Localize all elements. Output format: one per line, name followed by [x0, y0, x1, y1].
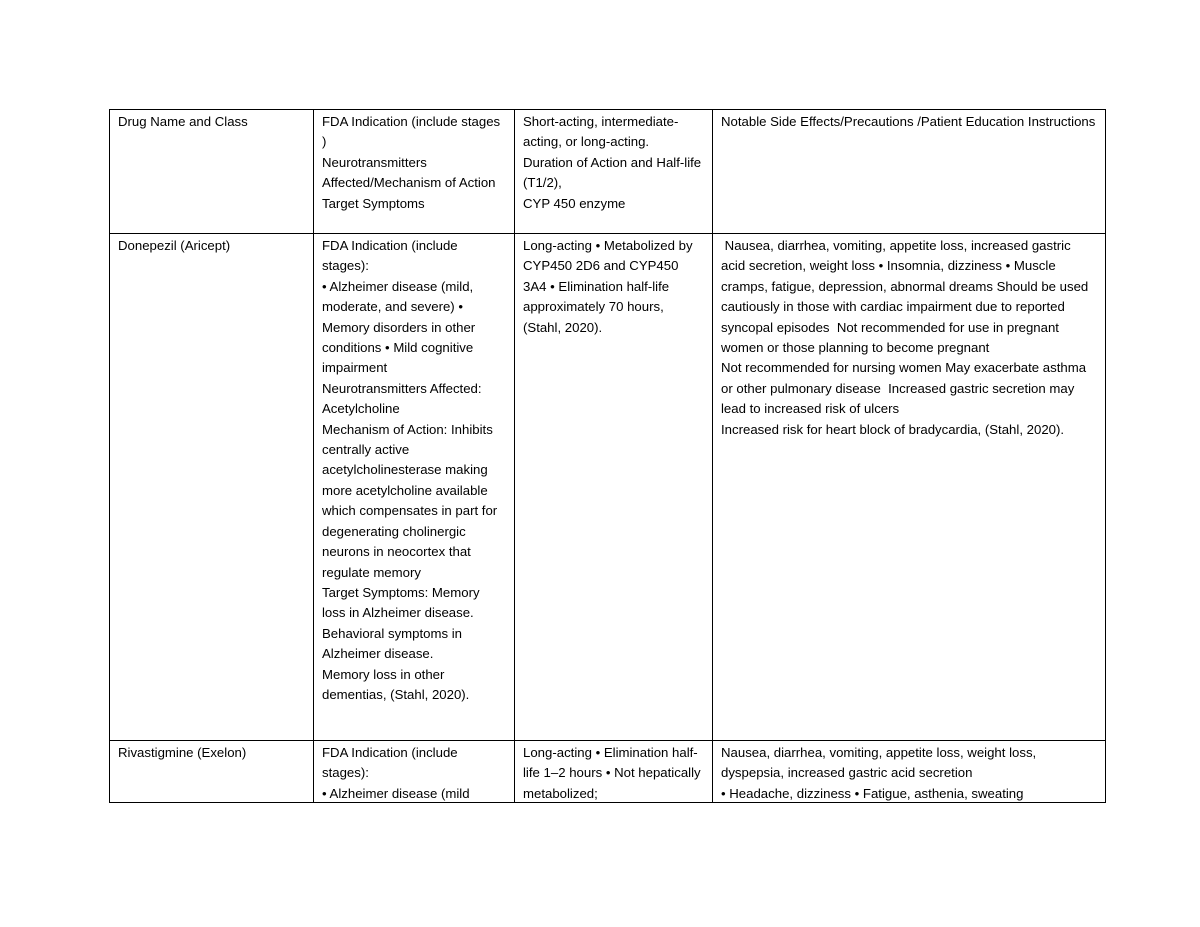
donepezil-duration-cell: Long-acting • Metabolized by CYP450 2D6 and CYP450 3A4 • Elimination half-life approximately 70 hours, (Stahl, 2020).	[515, 234, 713, 741]
header-fda-indication: FDA Indication (include stages ) Neurotransmitters Affected/Mechanism of Action Target Symptoms	[314, 110, 515, 234]
drug-comparison-table	[109, 109, 1106, 803]
rivastigmine-name-cell: Rivastigmine (Exelon)	[110, 741, 314, 803]
donepezil-name-cell: Donepezil (Aricept)	[110, 234, 314, 741]
donepezil-side-effects-cell: Nausea, diarrhea, vomiting, appetite loss, increased gastric acid secretion, weight loss • Insomnia, dizziness • Muscle cramps, fatigue, depression, abnormal dreams Should be used cautiously in those with cardiac impairment due to reported syncopal episodes Not recommended for use in pregnant women or those planning to become pregnant Not recommended for nursing women May exacerbate asthma or other pulmonary disease Increased gastric secretion may lead to increased risk of ulcers Increased risk for heart block of bradycardia, (Stahl, 2020).	[713, 234, 1106, 741]
header-drug-name-class: Drug Name and Class	[110, 110, 314, 234]
table-row-donepezil	[110, 234, 1106, 741]
rivastigmine-duration-cell: Long-acting • Elimination half-life 1–2 hours • Not hepatically metabolized;	[515, 741, 713, 803]
table-row-rivastigmine	[110, 741, 1106, 803]
rivastigmine-indication-cell: FDA Indication (include stages): • Alzheimer disease (mild	[314, 741, 515, 803]
table-header-row	[110, 110, 1106, 234]
rivastigmine-side-effects-cell: Nausea, diarrhea, vomiting, appetite loss, weight loss, dyspepsia, increased gastric acid secretion • Headache, dizziness • Fatigue, asthenia, sweating	[713, 741, 1106, 803]
header-duration-action: Short-acting, intermediate-acting, or long-acting. Duration of Action and Half-life (T1/2), CYP 450 enzyme	[515, 110, 713, 234]
donepezil-indication-cell: FDA Indication (include stages): • Alzheimer disease (mild, moderate, and severe) • Memory disorders in other conditions • Mild cognitive impairment Neurotransmitters Affected: Acetylcholine Mechanism of Action: Inhibits centrally active acetylcholinesterase making more acetylcholine available which compensates in part for degenerating cholinergic neurons in neocortex that regulate memory Target Symptoms: Memory loss in Alzheimer disease. Behavioral symptoms in Alzheimer disease. Memory loss in other dementias, (Stahl, 2020).	[314, 234, 515, 741]
header-side-effects: Notable Side Effects/Precautions /Patient Education Instructions	[713, 110, 1106, 234]
